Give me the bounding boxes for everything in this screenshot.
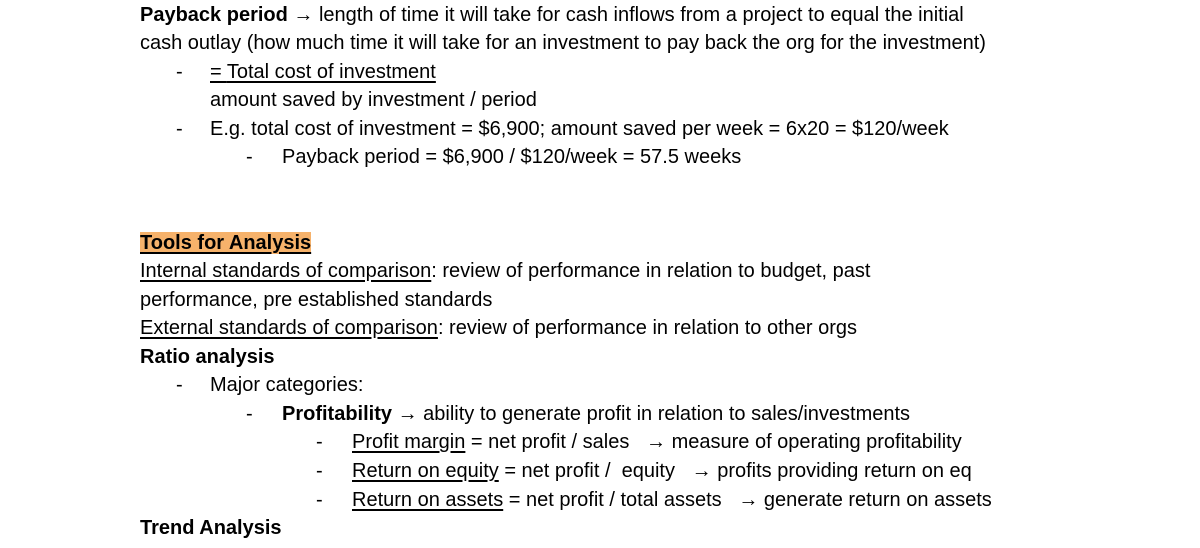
bullet-dash: - bbox=[316, 489, 323, 511]
return-on-assets-line bbox=[352, 486, 992, 514]
profitability-term: Profitability bbox=[282, 403, 393, 425]
major-categories: Major categories: bbox=[210, 374, 364, 396]
payback-period-term: Payback period bbox=[140, 4, 288, 26]
tools-heading-text: Tools for Analysis bbox=[140, 232, 312, 254]
external-standards-term: External standards of comparison bbox=[140, 317, 438, 339]
payback-formula-numerator bbox=[210, 58, 436, 86]
payback-example-result: Payback period = $6,900 / $120/week = 57.5 weeks bbox=[282, 146, 742, 168]
bullet-dash: - bbox=[246, 146, 253, 168]
tools-heading bbox=[140, 229, 311, 257]
internal-standards-term: Internal standards of comparison bbox=[140, 260, 432, 282]
return-on-equity-term: Return on equity bbox=[352, 460, 499, 482]
profit-margin-term: Profit margin bbox=[352, 431, 466, 453]
payback-definition-line-2: cash outlay (how much time it will take for an investment to pay back the org for the investment) bbox=[140, 32, 986, 54]
external-standards-line bbox=[140, 314, 857, 342]
profit-margin-text: = net profit / sales → measure of operating profitability bbox=[465, 431, 962, 453]
internal-standards-line bbox=[140, 257, 870, 285]
ratio-analysis-heading bbox=[140, 343, 275, 371]
trend-analysis-heading bbox=[140, 514, 282, 542]
payback-formula-denominator: amount saved by investment / period bbox=[210, 89, 537, 111]
bullet-dash: - bbox=[246, 403, 253, 425]
external-standards-text: : review of performance in relation to other orgs bbox=[437, 317, 858, 339]
return-on-assets-term: Return on assets bbox=[352, 489, 504, 511]
payback-definition-text: → length of time it will take for cash inflows from a project to equal the initial bbox=[287, 4, 964, 26]
payback-definition-line-1 bbox=[140, 1, 964, 29]
profit-margin-line bbox=[352, 428, 962, 456]
bullet-dash: - bbox=[176, 374, 183, 396]
bullet-dash: - bbox=[316, 431, 323, 453]
internal-standards-text: : review of performance in relation to budget, past bbox=[431, 260, 871, 282]
formula-equals: = bbox=[210, 61, 227, 83]
formula-numerator-text: Total cost of investment bbox=[226, 61, 436, 83]
bullet-dash: - bbox=[176, 61, 183, 83]
payback-example: E.g. total cost of investment = $6,900; amount saved per week = 6x20 = $120/week bbox=[210, 118, 949, 140]
return-on-assets-text: = net profit / total assets → generate return on assets bbox=[503, 489, 992, 511]
return-on-equity-line bbox=[352, 457, 972, 485]
trend-analysis-heading-text: Trend Analysis bbox=[140, 517, 282, 539]
bullet-dash: - bbox=[316, 460, 323, 482]
internal-standards-line-2: performance, pre established standards bbox=[140, 289, 493, 311]
profitability-line bbox=[282, 400, 910, 428]
profitability-text: → ability to generate profit in relation to sales/investments bbox=[392, 403, 911, 425]
bullet-dash: - bbox=[176, 118, 183, 140]
return-on-equity-text: = net profit / equity → profits providing return on eq bbox=[498, 460, 972, 482]
ratio-analysis-heading-text: Ratio analysis bbox=[140, 346, 275, 368]
